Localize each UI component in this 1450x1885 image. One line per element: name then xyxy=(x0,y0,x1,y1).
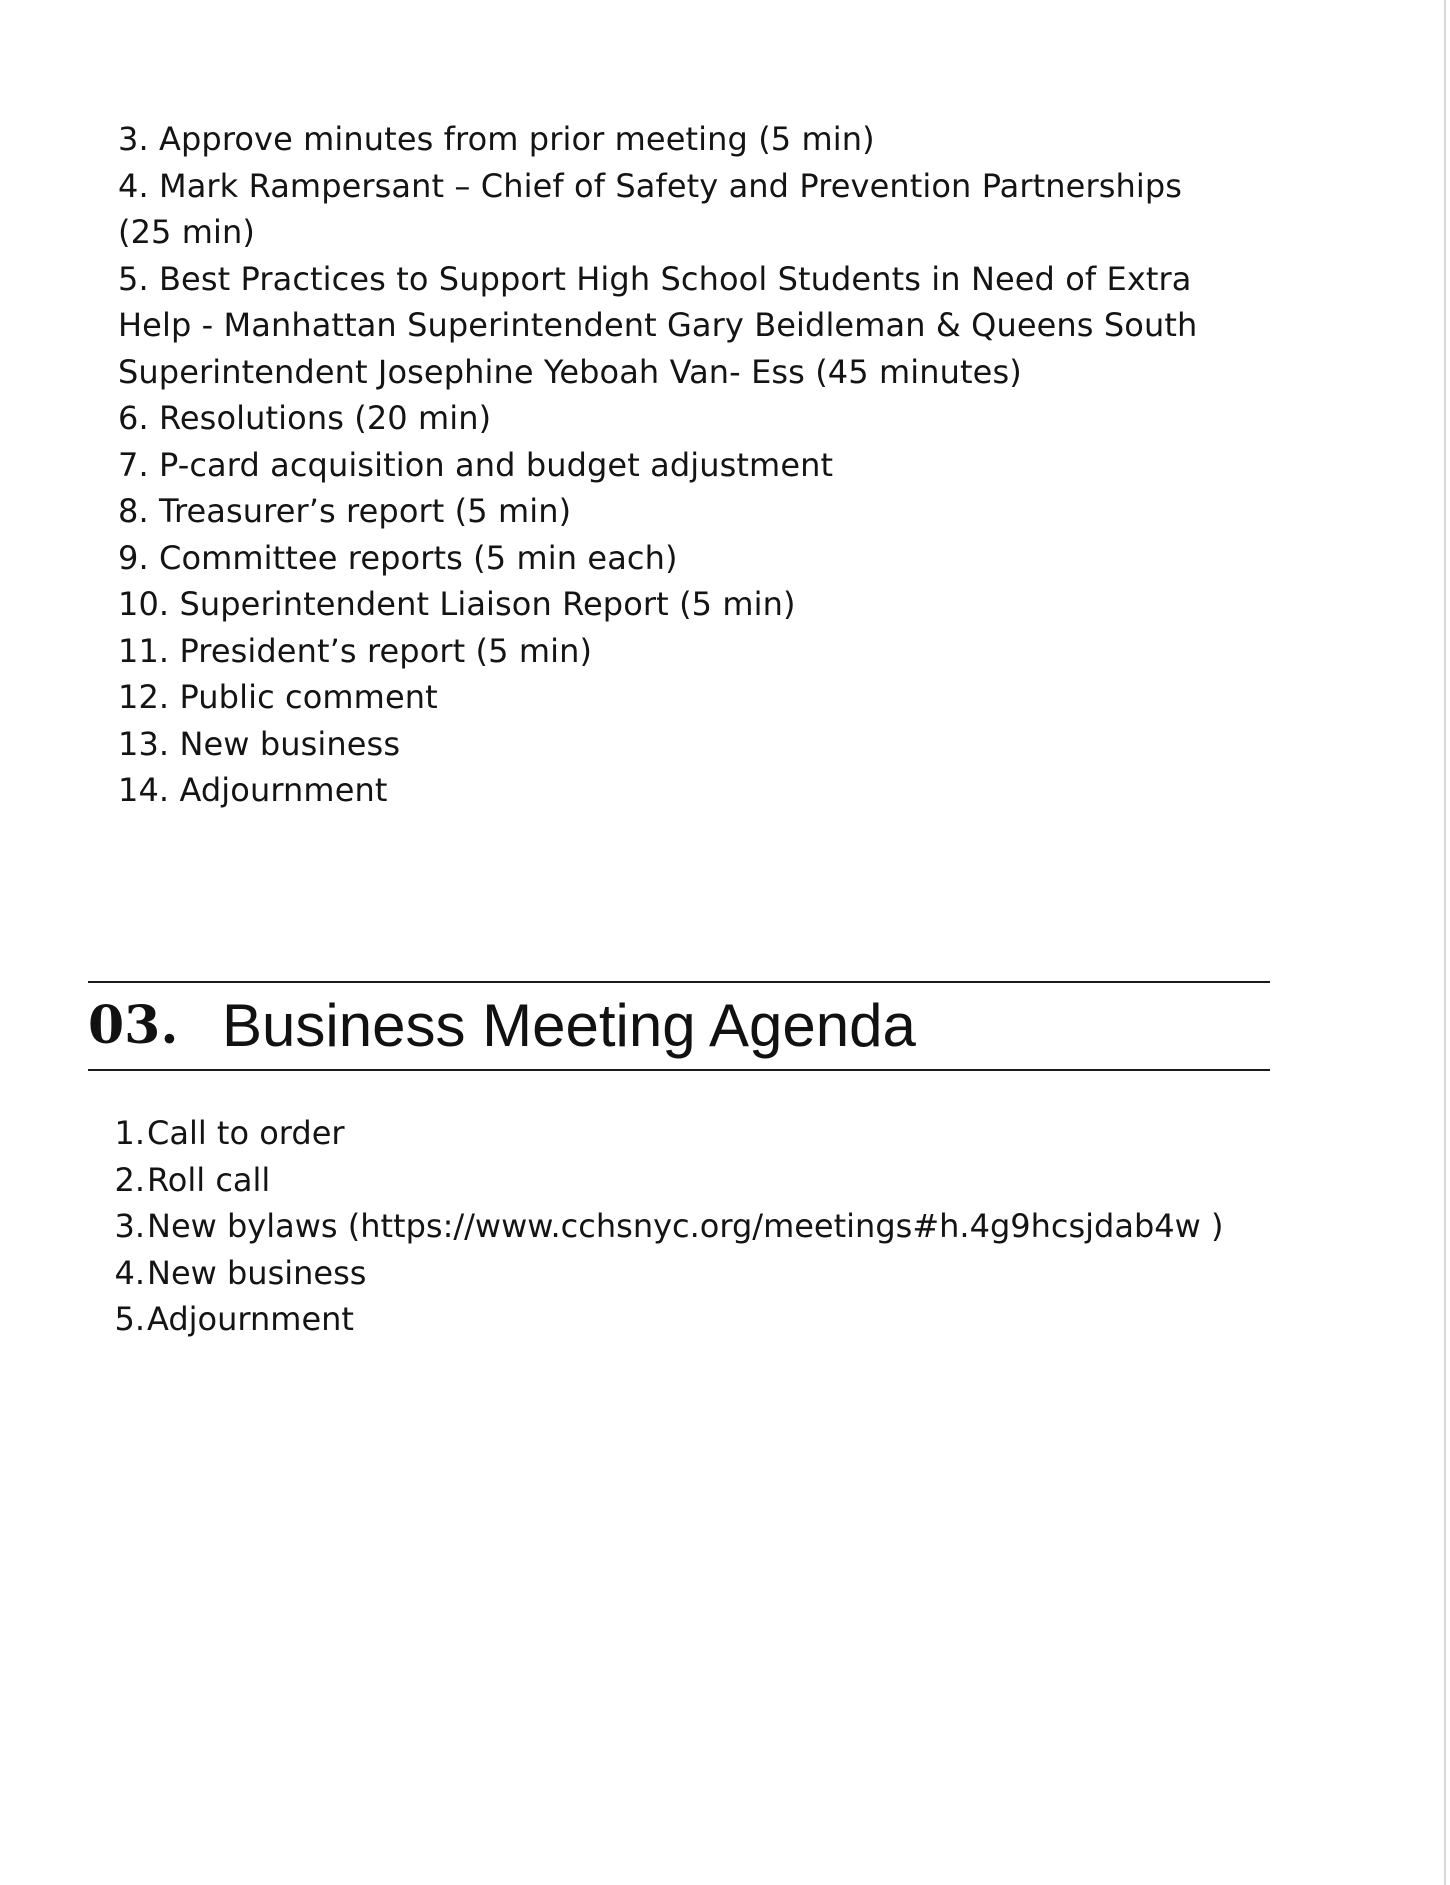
business-item xyxy=(113,1110,1293,1157)
page-edge xyxy=(1444,0,1446,1885)
heading-top-rule xyxy=(88,981,1270,983)
business-agenda-list xyxy=(113,1110,1293,1343)
business-item xyxy=(113,1250,1293,1297)
agenda-item: (25 min) xyxy=(118,213,256,251)
business-item xyxy=(113,1296,1293,1343)
agenda-item: 6. Resolutions (20 min) xyxy=(118,399,492,437)
agenda-item: 4. Mark Rampersant – Chief of Safety and Prevention Partnerships xyxy=(118,166,1183,205)
business-item-text: Adjournment xyxy=(147,1300,354,1338)
agenda-item: 13. New business xyxy=(118,724,401,763)
heading-bottom-rule xyxy=(88,1069,1270,1071)
agenda-item: 7. P-card acquisition and budget adjustment xyxy=(118,445,834,484)
meeting-agenda-list xyxy=(118,116,1268,814)
agenda-item: 5. Best Practices to Support High School Students in Need of Extra xyxy=(118,259,1192,298)
business-item-text: New business xyxy=(147,1253,367,1292)
business-item-text: New bylaws (https://www.cchsnyc.org/meetings#h.4g9hcsjdab4w ) xyxy=(147,1207,1224,1245)
agenda-item: Help - Manhattan Superintendent Gary Beidleman & Queens South xyxy=(118,306,1198,344)
business-item-number: 2. xyxy=(114,1160,145,1199)
business-item-text: Roll call xyxy=(147,1160,271,1199)
agenda-item: 11. President’s report (5 min) xyxy=(118,631,593,670)
business-item-number: 5. xyxy=(114,1300,145,1338)
agenda-item: 3. Approve minutes from prior meeting (5 min) xyxy=(118,120,875,158)
business-item xyxy=(113,1203,1293,1250)
business-item-number: 4. xyxy=(114,1253,145,1292)
business-item-number: 1. xyxy=(114,1114,145,1152)
business-item xyxy=(113,1157,1293,1204)
agenda-item: 10. Superintendent Liaison Report (5 min) xyxy=(118,585,796,623)
agenda-item: 12. Public comment xyxy=(118,678,438,716)
agenda-item: Superintendent Josephine Yeboah Van- Ess (45 minutes) xyxy=(118,352,1022,391)
agenda-item: 14. Adjournment xyxy=(118,771,388,809)
section-heading xyxy=(88,986,916,1064)
section-number: 03. xyxy=(88,994,179,1056)
business-item-number: 3. xyxy=(114,1207,145,1245)
business-item-text: Call to order xyxy=(147,1114,345,1152)
agenda-item: 9. Committee reports (5 min each) xyxy=(118,538,678,577)
section-title: Business Meeting Agenda xyxy=(222,991,916,1059)
agenda-item: 8. Treasurer’s report (5 min) xyxy=(118,492,572,530)
